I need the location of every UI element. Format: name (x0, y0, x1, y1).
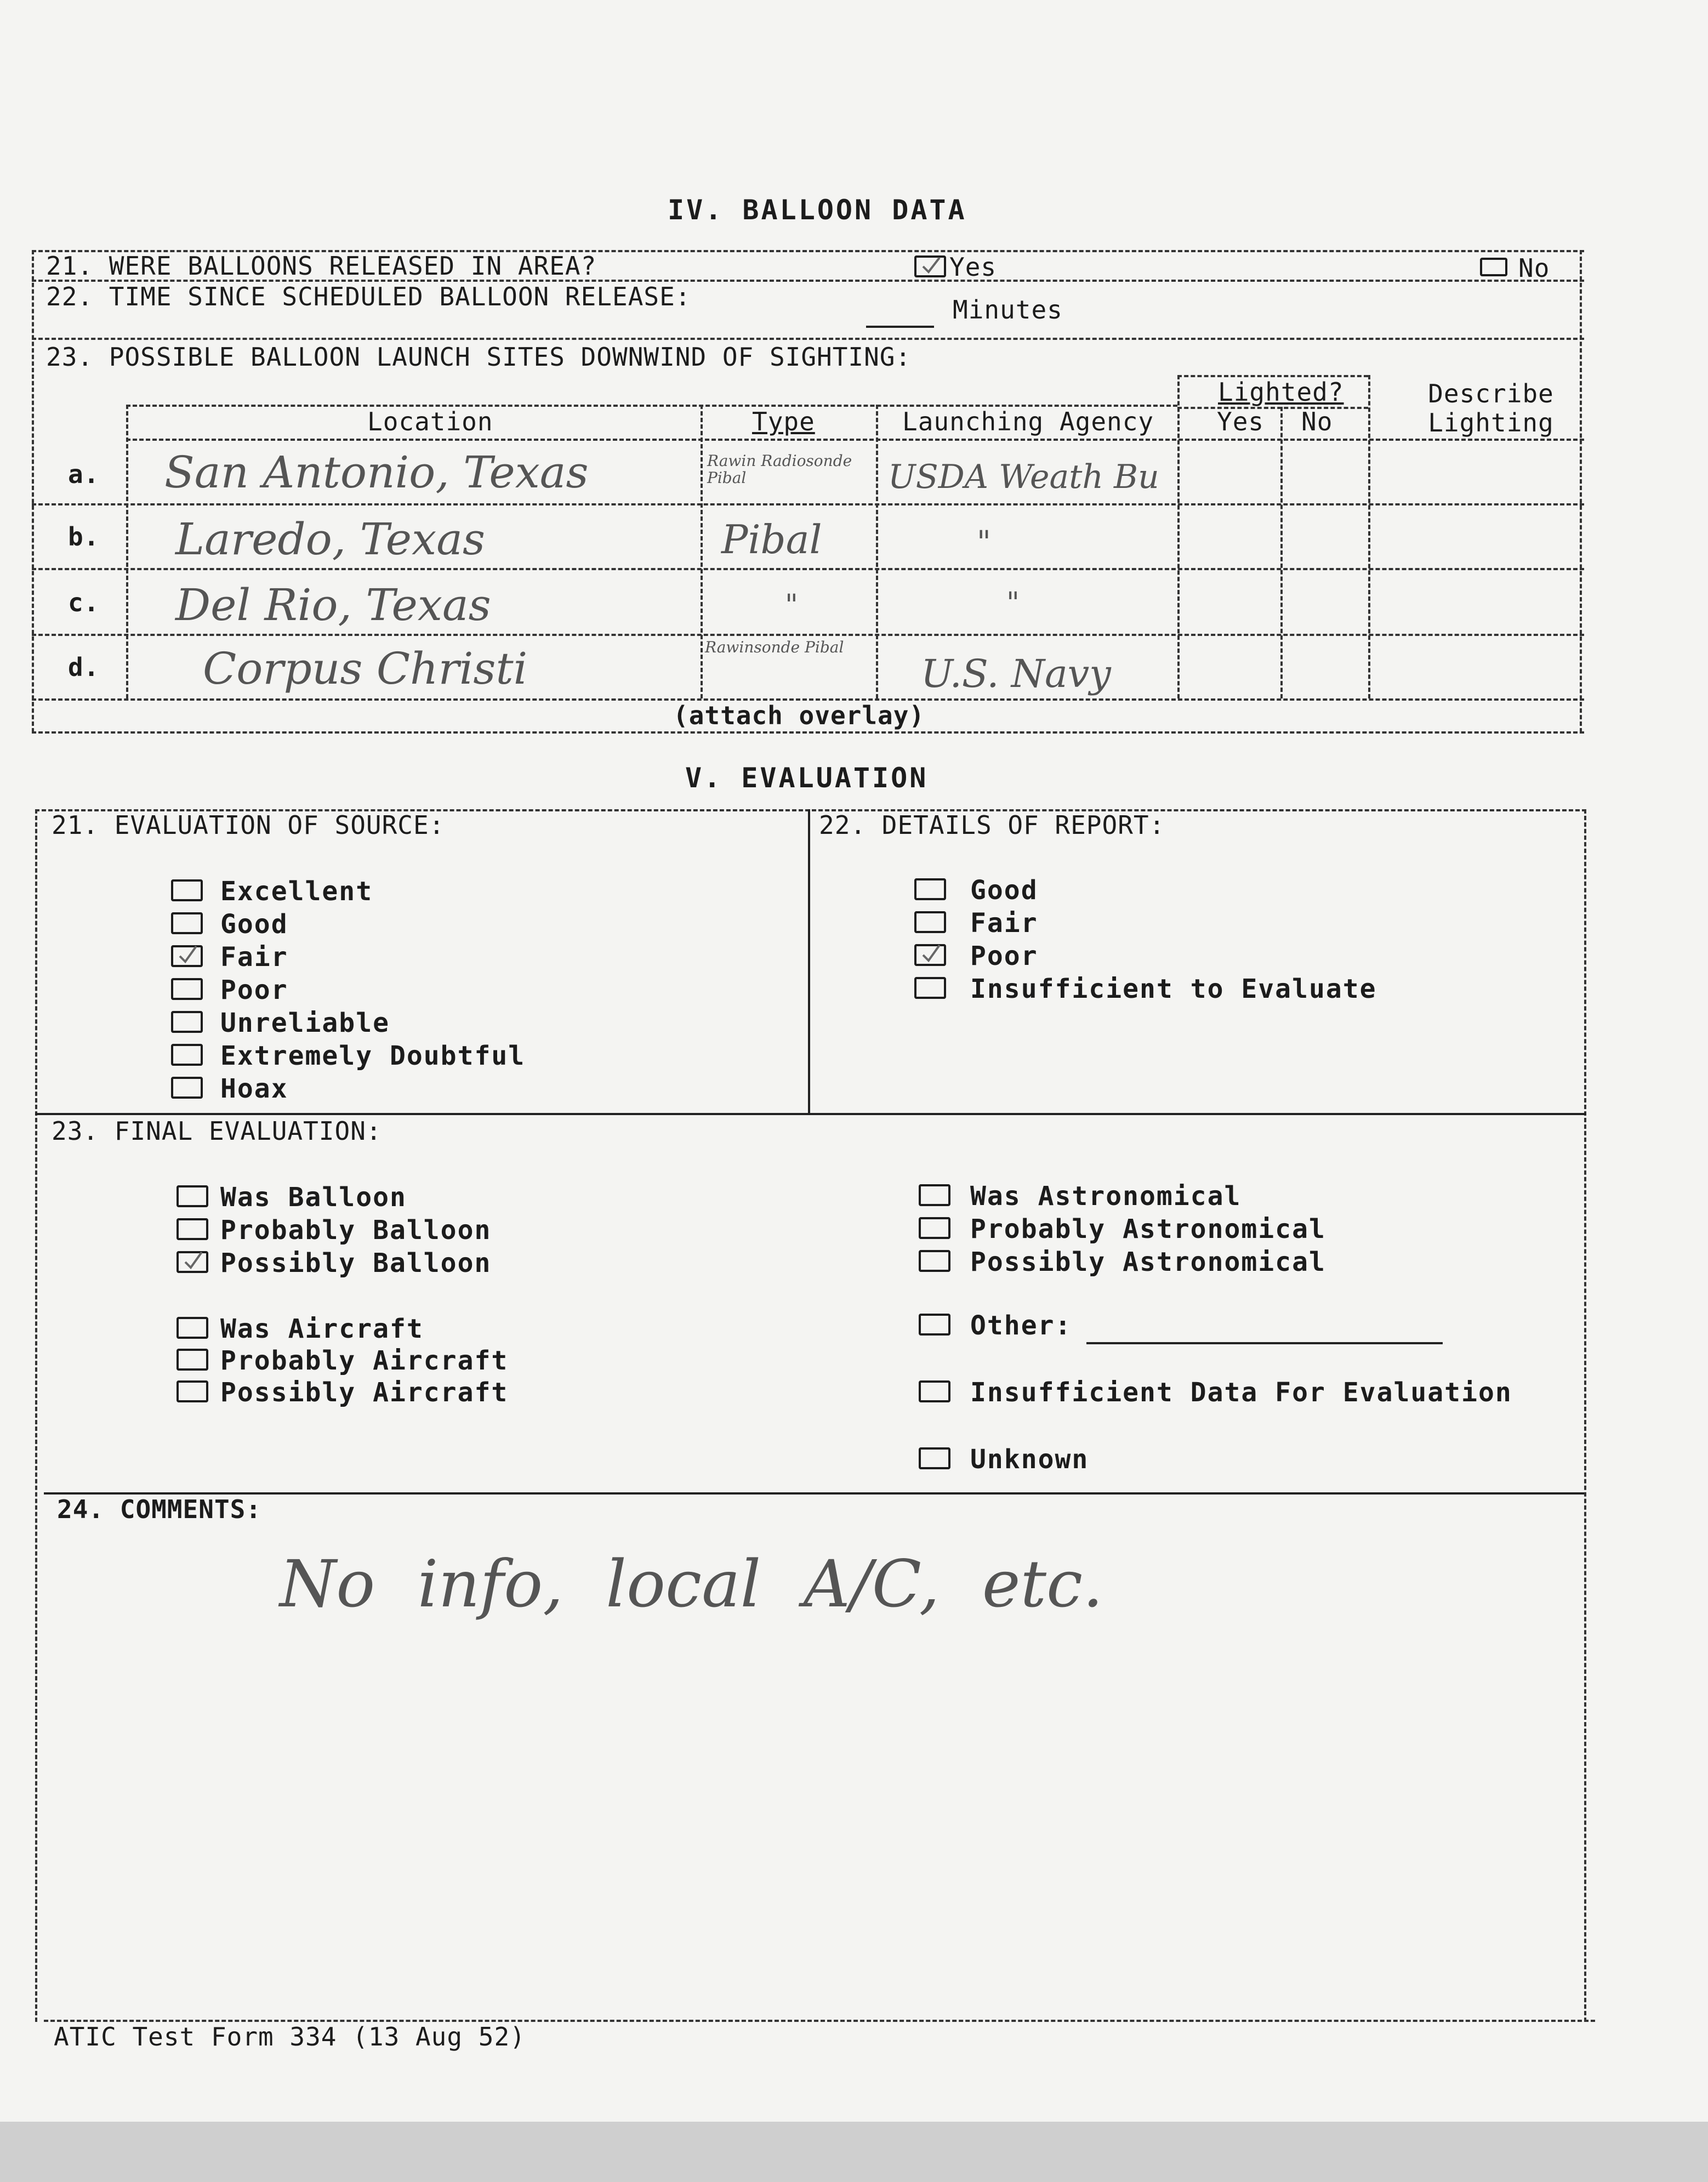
q22-details-label: 22. DETAILS OF REPORT: (819, 810, 1165, 840)
row-c-location: Del Rio, Texas (175, 579, 491, 630)
rule (32, 731, 1584, 734)
rule (1177, 407, 1368, 409)
rule (126, 405, 128, 698)
final-possibly-aircraft-label: Possibly Aircraft (220, 1377, 509, 1408)
row-c-type: " (785, 589, 798, 622)
final-unknown-checkbox[interactable] (919, 1447, 950, 1469)
row-a-agency: USDA Weath Bu (888, 458, 1159, 496)
source-unreliable-label: Unreliable (220, 1008, 390, 1038)
final-probably-aircraft-label: Probably Aircraft (220, 1345, 509, 1376)
row-a-letter: a. (68, 459, 100, 489)
details-good-label: Good (970, 875, 1038, 906)
final-probably-balloon-label: Probably Balloon (220, 1215, 492, 1246)
q22-minutes-label: Minutes (953, 295, 1063, 325)
details-poor-label: Poor (970, 941, 1038, 971)
location-header: Location (367, 407, 493, 436)
final-possibly-astronomical-checkbox[interactable] (919, 1250, 950, 1272)
q21-no-checkbox[interactable] (1480, 258, 1507, 276)
rule (32, 338, 1584, 340)
row-b-agency: " (977, 525, 991, 560)
row-d-agency: U.S. Navy (921, 651, 1111, 696)
rule (1280, 407, 1283, 698)
row-d-type: Rawinsonde Pibal (705, 638, 844, 656)
final-other-label: Other: (970, 1310, 1072, 1341)
rule (32, 568, 1584, 570)
comments-handwritten-text[interactable]: No info, local A/C, etc. (280, 1546, 1103, 1622)
final-was-astronomical-label: Was Astronomical (970, 1181, 1242, 1212)
row-b-type: Pibal (721, 516, 822, 562)
source-excellent-checkbox[interactable] (171, 879, 203, 901)
final-other-input-line[interactable] (1086, 1342, 1443, 1344)
rule (1580, 250, 1582, 732)
details-good-checkbox[interactable] (914, 878, 946, 900)
row-d-location: Corpus Christi (203, 643, 528, 694)
final-insufficient-data-checkbox[interactable] (919, 1380, 950, 1402)
rule (701, 405, 703, 698)
final-was-astronomical-checkbox[interactable] (919, 1184, 950, 1206)
details-insufficient-checkbox[interactable] (914, 977, 946, 999)
row-a-type: Rawin Radiosonde Pibal (707, 452, 852, 487)
row-d-letter: d. (68, 652, 100, 682)
q21-evaluation-label: 21. EVALUATION OF SOURCE: (52, 810, 445, 840)
final-probably-aircraft-checkbox[interactable] (177, 1349, 208, 1371)
rule (32, 250, 34, 732)
check-mark-icon (182, 1250, 204, 1272)
source-good-checkbox[interactable] (171, 912, 203, 934)
check-mark-icon (920, 254, 942, 276)
details-insufficient-label: Insufficient to Evaluate (970, 974, 1377, 1004)
source-fair-checkbox[interactable] (171, 945, 203, 967)
scan-border (0, 2122, 1708, 2182)
final-was-aircraft-checkbox[interactable] (177, 1317, 208, 1339)
source-fair-label: Fair (220, 942, 288, 973)
final-other-checkbox[interactable] (919, 1314, 950, 1336)
source-good-label: Good (220, 909, 288, 940)
source-excellent-label: Excellent (220, 876, 373, 907)
section-v-title: V. EVALUATION (685, 762, 929, 794)
final-possibly-balloon-checkbox[interactable] (177, 1251, 208, 1273)
rule (32, 634, 1584, 636)
rule (44, 1492, 1584, 1495)
details-poor-checkbox[interactable] (914, 944, 946, 966)
lighted-no-header: No (1301, 407, 1333, 436)
q21-yes-label: Yes (949, 252, 997, 282)
rule (808, 809, 810, 1113)
check-mark-icon (920, 943, 942, 965)
lighted-header: Lighted? (1218, 377, 1344, 407)
check-mark-icon (177, 944, 198, 966)
q23-launch-sites-label: 23. POSSIBLE BALLOON LAUNCH SITES DOWNWIND OF SIGHTING: (46, 342, 912, 372)
final-possibly-balloon-label: Possibly Balloon (220, 1248, 492, 1278)
row-c-agency: " (1006, 587, 1020, 620)
q23-final-evaluation-label: 23. FINAL EVALUATION: (52, 1116, 382, 1146)
row-c-letter: c. (68, 588, 100, 617)
details-fair-label: Fair (970, 908, 1038, 939)
rule (1584, 809, 1586, 2022)
final-probably-astronomical-checkbox[interactable] (919, 1217, 950, 1239)
final-unknown-label: Unknown (970, 1444, 1089, 1475)
rule (35, 1113, 1586, 1115)
form-footer: ATIC Test Form 334 (13 Aug 52) (54, 2022, 526, 2052)
source-poor-label: Poor (220, 975, 288, 1005)
final-possibly-astronomical-label: Possibly Astronomical (970, 1247, 1326, 1277)
lighted-yes-header: Yes (1217, 407, 1265, 436)
section-iv-title: IV. BALLOON DATA (668, 194, 967, 226)
attach-overlay-note: (attach overlay) (673, 701, 925, 730)
final-insufficient-data-label: Insufficient Data For Evaluation (970, 1377, 1512, 1408)
rule (35, 809, 37, 2022)
source-extremely-doubtful-checkbox[interactable] (171, 1044, 203, 1066)
source-poor-checkbox[interactable] (171, 978, 203, 1000)
row-b-location: Laredo, Texas (175, 514, 485, 565)
final-probably-balloon-checkbox[interactable] (177, 1218, 208, 1240)
rule (1368, 375, 1370, 698)
q21-no-label: No (1518, 253, 1550, 283)
final-was-balloon-checkbox[interactable] (177, 1185, 208, 1207)
final-was-balloon-label: Was Balloon (220, 1182, 407, 1213)
q22-time-label: 22. TIME SINCE SCHEDULED BALLOON RELEASE: (46, 282, 691, 311)
q21-yes-checkbox[interactable] (914, 255, 946, 277)
final-probably-astronomical-label: Probably Astronomical (970, 1214, 1326, 1245)
agency-header: Launching Agency (902, 407, 1154, 436)
describe-lighting-header: Describe Lighting (1428, 379, 1554, 437)
source-extremely-doubtful-label: Extremely Doubtful (220, 1041, 526, 1071)
row-b-letter: b. (68, 522, 100, 552)
rule (126, 439, 1584, 441)
rule (32, 503, 1584, 505)
q21-balloons-label: 21. WERE BALLOONS RELEASED IN AREA? (46, 251, 597, 281)
source-hoax-label: Hoax (220, 1073, 288, 1104)
rule (1177, 375, 1180, 698)
final-was-aircraft-label: Was Aircraft (220, 1314, 424, 1344)
final-possibly-aircraft-checkbox[interactable] (177, 1380, 208, 1402)
source-unreliable-checkbox[interactable] (171, 1011, 203, 1033)
q24-comments-label: 24. COMMENTS: (57, 1495, 262, 1524)
source-hoax-checkbox[interactable] (171, 1077, 203, 1099)
row-a-location: San Antonio, Texas (164, 447, 589, 498)
q22-minutes-blank[interactable] (866, 326, 934, 328)
type-header: Type (752, 407, 815, 436)
details-fair-checkbox[interactable] (914, 911, 946, 933)
